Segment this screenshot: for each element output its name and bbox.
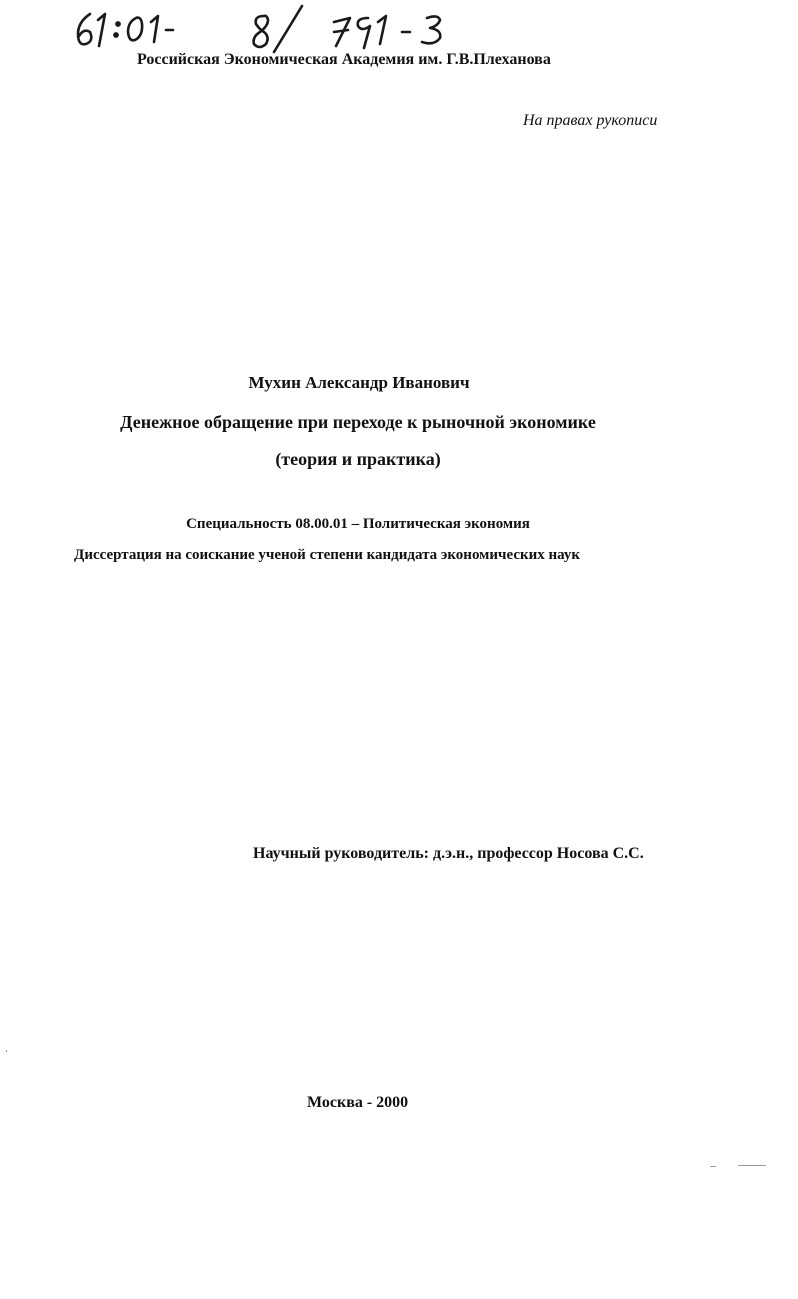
specialty-code: Специальность 08.00.01 – Политическая экономия	[186, 516, 530, 532]
degree-statement: Диссертация на соискание ученой степени кандидата экономических наук	[74, 547, 581, 563]
author-name: Мухин Александр Иванович	[248, 373, 470, 392]
scan-artifact-line	[738, 1165, 766, 1166]
handwritten-code-drawing	[72, 4, 472, 54]
scientific-supervisor: Научный руководитель: д.э.н., профессор Носова С.С.	[253, 845, 644, 862]
dissertation-title-line-2: (теория и практика)	[275, 449, 441, 469]
institution-name: Российская Экономическая Академия им. Г.В.Плеханова	[137, 51, 551, 68]
city-and-year: Москва - 2000	[307, 1094, 409, 1111]
manuscript-rights-note: На правах рукописи	[523, 112, 658, 129]
dissertation-title-line-1: Денежное обращение при переходе к рыночной экономике	[120, 412, 596, 432]
scan-artifact-dot	[710, 1166, 716, 1167]
handwritten-catalog-code	[72, 4, 472, 54]
scan-artifact-speck	[6, 1050, 7, 1052]
